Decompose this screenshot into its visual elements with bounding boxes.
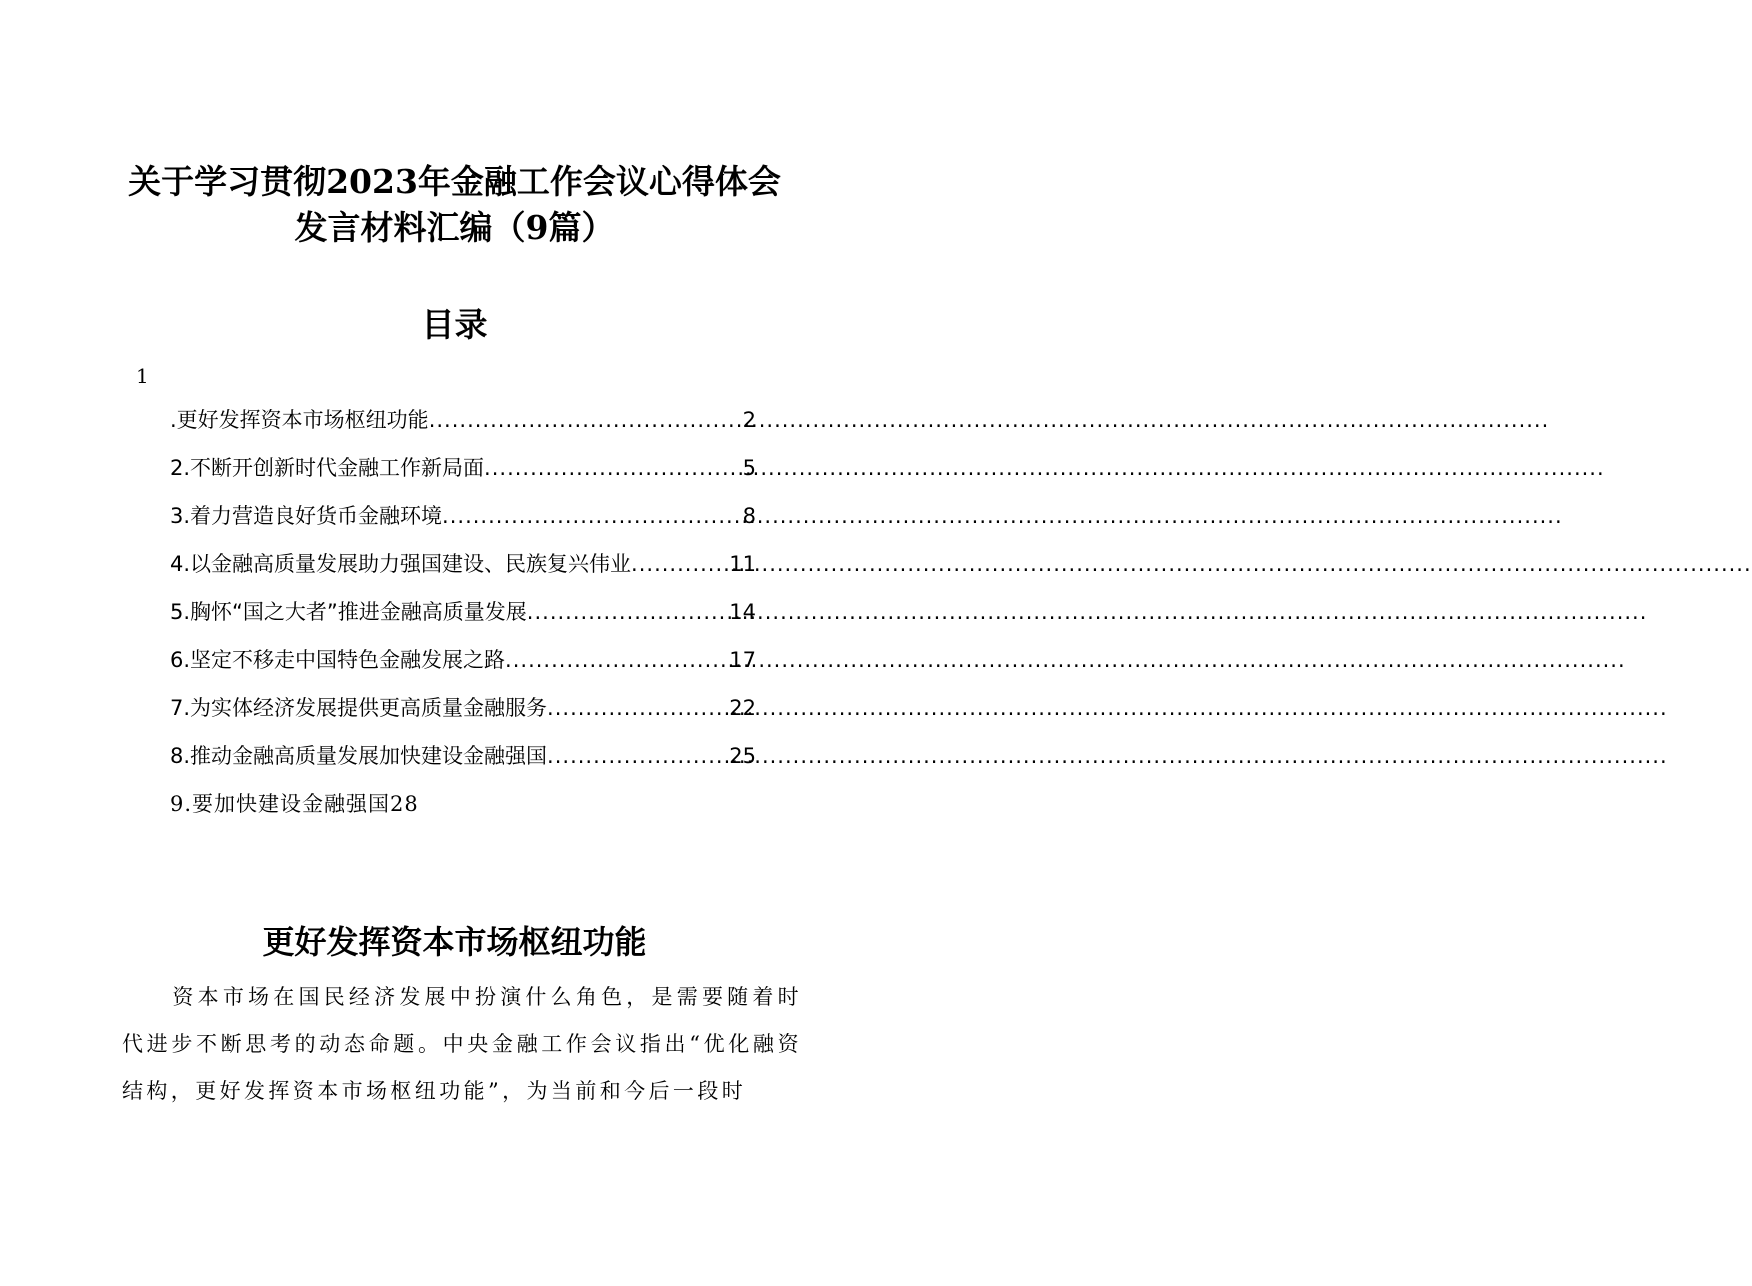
document-title-line-2: 发言材料汇编（9篇） bbox=[294, 208, 615, 247]
toc-entry-8[interactable] bbox=[170, 740, 756, 788]
toc-entry-1[interactable] bbox=[170, 404, 756, 452]
article-heading: 更好发挥资本市场枢纽功能 bbox=[262, 923, 647, 961]
document-title-line-1: 关于学习贯彻2023年金融工作会议心得体会 bbox=[128, 162, 781, 201]
toc-entry-4[interactable] bbox=[170, 548, 756, 596]
toc-entry-3[interactable] bbox=[170, 500, 756, 548]
toc-page-number: 25 bbox=[729, 744, 756, 768]
toc-entry-text: 6.坚定不移走中国特色金融发展之路 bbox=[170, 648, 506, 672]
toc-dot-leader bbox=[547, 692, 729, 724]
toc-page-number: 22 bbox=[729, 696, 756, 720]
toc-dot-leader bbox=[484, 452, 743, 484]
toc-entry-5[interactable] bbox=[170, 596, 756, 644]
toc-dot-leader bbox=[429, 404, 743, 436]
toc-dot-leader bbox=[442, 500, 743, 532]
toc-dot-leader bbox=[505, 644, 729, 676]
toc-stray-number: 1 bbox=[136, 364, 149, 388]
table-of-contents bbox=[170, 404, 756, 836]
toc-entry-text: 8.推动金融高质量发展加快建设金融强国 bbox=[170, 744, 548, 768]
toc-dot-leader bbox=[547, 740, 729, 772]
toc-page-number: 5 bbox=[742, 456, 756, 480]
toc-entry-text: 7.为实体经济发展提供更高质量金融服务 bbox=[170, 696, 548, 720]
toc-heading: 目录 bbox=[421, 305, 488, 344]
toc-page-number: 8 bbox=[742, 504, 756, 528]
toc-entry-text: 4.以金融高质量发展助力强国建设、民族复兴伟业 bbox=[170, 552, 632, 576]
toc-page-number: 14 bbox=[729, 600, 756, 624]
toc-entry-text: 2.不断开创新时代金融工作新局面 bbox=[170, 456, 485, 480]
toc-entry-text: .更好发挥资本市场枢纽功能 bbox=[170, 408, 429, 432]
toc-entry-9[interactable] bbox=[170, 788, 756, 836]
toc-entry-7[interactable] bbox=[170, 692, 756, 740]
toc-entry-text: 5.胸怀“国之大者”推进金融高质量发展 bbox=[170, 600, 527, 624]
toc-entry-text: 3.着力营造良好货币金融环境 bbox=[170, 504, 443, 528]
toc-page-number: 11 bbox=[729, 552, 756, 576]
toc-entry-2[interactable] bbox=[170, 452, 756, 500]
toc-dot-leader bbox=[527, 596, 729, 628]
article-paragraph: 资本市场在国民经济发展中扮演什么角色，是需要随着时代进步不断思考的动态命题。中央金融工作会议指出“优化融资结构，更好发挥资本市场枢纽功能”，为当前和今后一段时 bbox=[122, 985, 802, 1103]
toc-entry-text: 9.要加快建设金融强国28 bbox=[170, 792, 419, 816]
toc-page-number: 2 bbox=[742, 408, 756, 432]
toc-entry-6[interactable] bbox=[170, 644, 756, 692]
toc-page-number: 17 bbox=[729, 648, 756, 672]
toc-dot-leader bbox=[631, 548, 729, 580]
